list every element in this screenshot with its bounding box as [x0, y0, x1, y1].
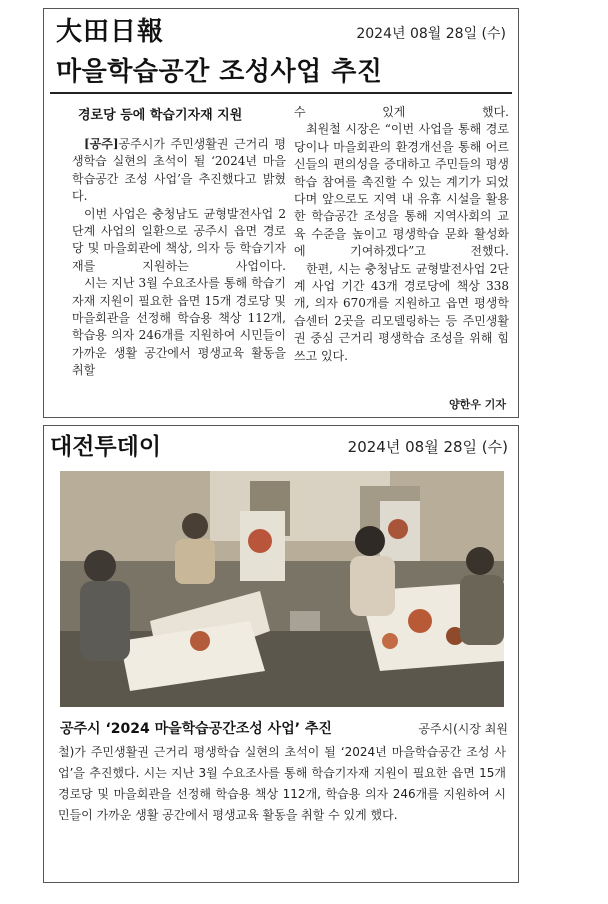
article-paragraph: 이번 사업은 충청남도 균형발전사업 2단계 사업의 일환으로 공주시 읍면 경로당 및 마을회관에 책상, 의자 등 학습기자재를 지원하는 사업이다. [72, 206, 286, 273]
reporter-byline: 양한우 기자 [449, 398, 506, 411]
newspaper-clipping-daejeon-ilbo [43, 8, 519, 418]
article-column-left [72, 136, 286, 380]
article-headline: 마을학습공간 조성사업 추진 [56, 57, 383, 87]
article-paragraph [72, 136, 286, 206]
region-tag: [공주] [84, 137, 119, 151]
publication-date: 2024년 08월 28일 (수) [347, 438, 508, 456]
photo-caption-headline: 공주시 ‘2024 마을학습공간조성 사업’ 추진 [60, 721, 332, 737]
article-paragraph: 수 있게 했다. [294, 105, 509, 119]
article-column-right [294, 104, 509, 365]
article-subheadline: 경로당 등에 학습기자재 지원 [78, 108, 243, 123]
publication-date: 2024년 08월 28일 (수) [356, 26, 506, 42]
photo-caption-source: 공주시(시장 최원 [418, 722, 508, 736]
article-paragraph: 최원철 시장은 “이번 사업을 통해 경로당이나 마을회관의 환경개선을 통해 어르신들의 편의성을 증대하고 주민들의 평생학습 참여를 촉진할 수 있는 계기가 되었다며 앞으로도 지역 내 유휴 시설을 활용한 학습공간 조성을 통해 지역사회의 교육 수준을 높이고 평생학습 문화 활성화에 기여하겠다”고 전했다. [294, 122, 509, 259]
photo-caption-body: 철)가 주민생활권 근거리 평생학습 실현의 초석이 될 ‘2024년 마을학습공간 조성 사업’을 추진했다. 시는 지난 3월 수요조사를 통해 학습기자재 지원이 필요한 읍면 15개 경로당 및 마을회관을 선정해 학습용 책상 112개, 학습용 의자 246개를 지원하여 시민들이 가까운 생활 공간에서 평생교육 활동을 취할 수 있게 했다. [58, 745, 506, 822]
news-photo [60, 471, 504, 707]
newspaper-clipping-daejeon-today [43, 425, 519, 883]
headline-divider [50, 92, 512, 94]
article-paragraph: 시는 지난 3월 수요조사를 통해 학습기자재 지원이 필요한 읍면 15개 경로당 및 마을회관을 선정해 학습용 책상 112개, 학습용 의자 246개를 지원하여 시민들이 가까운 생활 공간에서 평생교육 활동을 취할 [72, 276, 286, 378]
paragraph-text: 공주시가 주민생활권 근거리 평생학습 실현의 초석이 될 ‘2024년 마을학습공간 조성 사업’을 추진했다고 밝혔다. [72, 137, 286, 204]
masthead-logo: 대전투데이 [50, 434, 162, 460]
article-paragraph: 한편, 시는 충청남도 균형발전사업 2단계 사업 기간 43개 경로당에 책상 338개, 의자 670개를 지원하고 읍면 평생학습센터 2곳을 리모델링하는 등 주민생활권 중심 근거리 평생학습 조성을 위해 힘쓰고 있다. [294, 261, 509, 363]
masthead-logo: 大田日報 [56, 17, 165, 47]
